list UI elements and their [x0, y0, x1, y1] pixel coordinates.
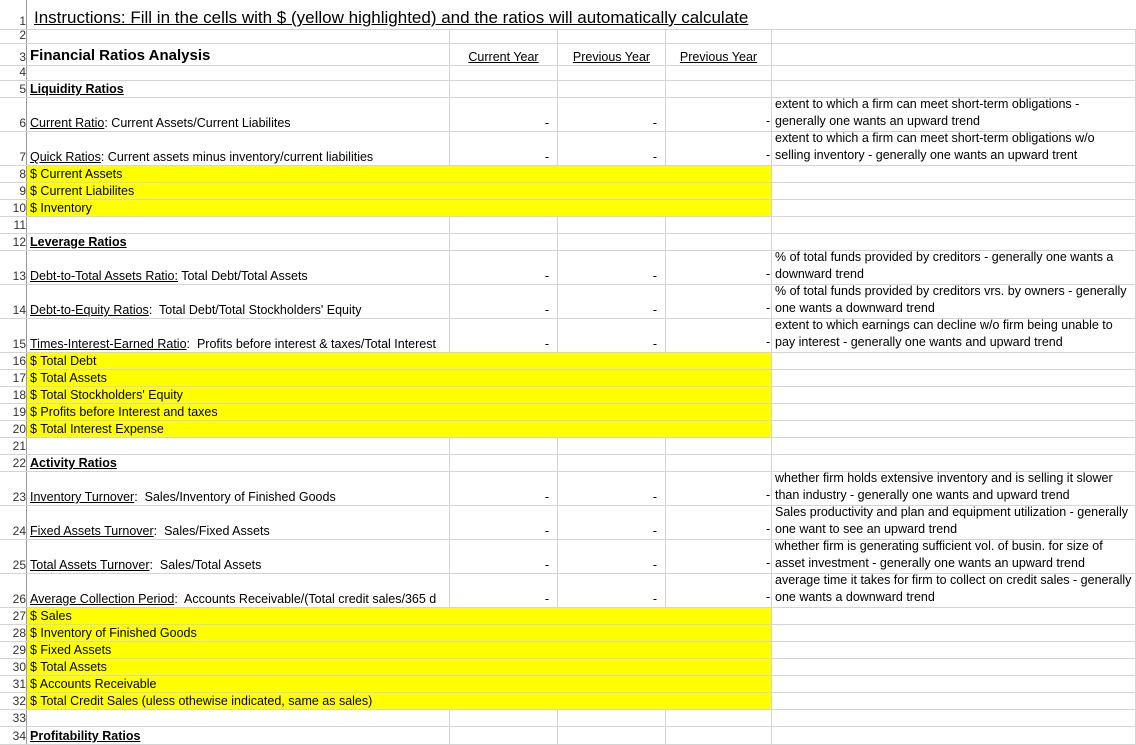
row-number[interactable]: 23: [12, 490, 26, 504]
cell[interactable]: [772, 183, 1136, 199]
cell[interactable]: [772, 81, 1136, 97]
ratio-label-cell[interactable]: [26, 132, 450, 165]
input-label: $ Total Assets: [30, 660, 107, 674]
value-dash: -: [652, 116, 657, 130]
ratio-label-cell[interactable]: [26, 506, 450, 539]
cell[interactable]: [772, 421, 1136, 437]
value-cell[interactable]: [666, 574, 772, 607]
value-dash: -: [544, 558, 549, 572]
sheet-row: [0, 285, 1136, 319]
cell[interactable]: [772, 659, 1136, 675]
ratio-formula: : Total Debt/Total Stockholders' Equity: [148, 303, 362, 317]
note-cell[interactable]: [766, 284, 1136, 318]
cell[interactable]: [450, 438, 558, 454]
sheet-row: [0, 319, 1136, 353]
value-dash: -: [766, 488, 771, 502]
value-dash: -: [544, 524, 549, 538]
value-dash: -: [652, 269, 657, 283]
ratio-note: extent to which earnings can decline w/o firm being unable to pay interest - generally one wants and upward trend: [775, 318, 1113, 349]
sheet-row: [0, 710, 1136, 727]
table-title-cell[interactable]: [26, 44, 450, 65]
cell[interactable]: [772, 166, 1136, 182]
input-label: $ Sales: [30, 609, 72, 623]
cell[interactable]: [558, 30, 666, 43]
row-number[interactable]: 18: [12, 388, 26, 402]
ratio-note: % of total funds provided by creditors vrs. by owners - generally one wants a downward trend: [775, 284, 1127, 315]
ratio-note: % of total funds provided by creditors - generally one wants a downward trend: [775, 250, 1114, 281]
value-dash: -: [544, 269, 549, 283]
value-cell[interactable]: [558, 472, 666, 505]
ratio-name: Debt-to-Total Assets Ratio:: [30, 269, 178, 283]
value-dash: -: [652, 150, 657, 164]
input-label: $ Total Assets: [30, 371, 107, 385]
cell[interactable]: [450, 217, 558, 233]
ratio-name: Quick Ratios: [30, 150, 101, 164]
row-number[interactable]: 22: [12, 456, 26, 470]
ratio-note: whether firm is generating sufficient vol. of busin. for size of asset investment - generally one wants an upward trend: [775, 539, 1103, 570]
cell[interactable]: [772, 727, 1136, 744]
value-cell[interactable]: [450, 132, 558, 165]
input-label: $ Inventory: [30, 201, 92, 215]
ratio-label-cell[interactable]: [26, 251, 450, 284]
cell[interactable]: [772, 693, 1136, 709]
value-cell[interactable]: [666, 319, 772, 352]
cell[interactable]: [666, 81, 772, 97]
cell[interactable]: [26, 438, 450, 454]
ratio-formula: : Sales/Total Assets: [149, 558, 262, 572]
sheet-row: [0, 166, 1136, 183]
value-dash: -: [544, 337, 549, 351]
row-number[interactable]: 25: [12, 558, 26, 572]
row-number[interactable]: 9: [19, 184, 26, 198]
cell[interactable]: [450, 30, 558, 43]
section-header-cell[interactable]: [26, 81, 450, 97]
value-dash: -: [766, 590, 771, 604]
ratio-name: Total Assets Turnover: [30, 558, 150, 572]
sheet-row: [0, 421, 1136, 438]
sheet-row: [0, 608, 1136, 625]
value-dash: -: [766, 267, 771, 281]
row-number[interactable]: 13: [12, 269, 26, 283]
sheet-row: [0, 625, 1136, 642]
row-number[interactable]: 34: [12, 729, 26, 743]
ratio-formula: : Sales/Fixed Assets: [153, 524, 270, 538]
value-dash: -: [766, 301, 771, 315]
input-cell[interactable]: [26, 183, 772, 199]
cell[interactable]: [450, 81, 558, 97]
section-header-cell[interactable]: [26, 455, 450, 471]
ratio-formula: : Profits before interest & taxes/Total Interest: [186, 337, 436, 351]
ratio-note: average time it takes for firm to collect on credit sales - generally one wants a downward trend: [775, 573, 1132, 604]
cell[interactable]: [26, 66, 450, 80]
column-header-label: Previous Year: [572, 50, 651, 64]
row-number[interactable]: 33: [12, 711, 26, 725]
input-cell[interactable]: [26, 353, 772, 369]
note-cell[interactable]: [766, 505, 1136, 539]
sheet-row: [0, 438, 1136, 455]
sheet-row: [0, 472, 1136, 506]
ratio-label-cell[interactable]: [26, 98, 450, 131]
row-number[interactable]: 20: [12, 422, 26, 436]
row-number[interactable]: 31: [12, 677, 26, 691]
input-label: $ Total Interest Expense: [30, 422, 164, 436]
input-cell[interactable]: [26, 166, 772, 182]
cell[interactable]: [772, 710, 1136, 726]
ratio-formula: : Accounts Receivable/(Total credit sales/365 d: [174, 592, 437, 606]
value-dash: -: [652, 303, 657, 317]
input-label: $ Current Assets: [30, 167, 123, 181]
sheet-row: [0, 217, 1136, 234]
cell[interactable]: [26, 217, 450, 233]
row-number[interactable]: 29: [12, 643, 26, 657]
input-cell[interactable]: [26, 370, 772, 386]
ratio-name: Times-Interest-Earned Ratio: [30, 337, 187, 351]
ratio-label-cell[interactable]: [26, 285, 450, 318]
value-cell[interactable]: [558, 506, 666, 539]
row-number[interactable]: 5: [19, 82, 26, 96]
cell[interactable]: [666, 66, 772, 80]
cell[interactable]: [772, 200, 1136, 216]
column-header-current-year[interactable]: [450, 44, 558, 65]
value-cell[interactable]: [666, 251, 772, 284]
input-cell[interactable]: [26, 625, 772, 641]
value-cell[interactable]: [666, 506, 772, 539]
row-number[interactable]: 8: [19, 167, 26, 181]
ratio-name: Inventory Turnover: [30, 490, 135, 504]
sheet-row: [0, 676, 1136, 693]
cell[interactable]: [772, 608, 1136, 624]
value-cell[interactable]: [450, 98, 558, 131]
ratio-label-cell[interactable]: [26, 319, 450, 352]
sheet-row: [0, 132, 1136, 166]
row-number[interactable]: 24: [12, 524, 26, 538]
cell[interactable]: [772, 66, 1136, 80]
ratio-name: Fixed Assets Turnover: [30, 524, 154, 538]
column-header-previous-year-2[interactable]: [666, 44, 772, 65]
sheet-row: [0, 659, 1136, 676]
row-number[interactable]: 21: [12, 439, 26, 453]
cell[interactable]: [558, 710, 666, 726]
note-cell[interactable]: [766, 97, 1136, 131]
cell[interactable]: [772, 455, 1136, 471]
ratio-note: extent to which a firm can meet short-term obligations - generally one wants an upward trend: [775, 97, 1080, 128]
input-cell[interactable]: [26, 404, 772, 420]
value-dash: -: [652, 524, 657, 538]
sheet-row: [0, 506, 1136, 540]
ratio-name: Current Ratio: [30, 116, 105, 130]
cell[interactable]: [450, 66, 558, 80]
row-number[interactable]: 10: [12, 201, 26, 215]
ratio-note: extent to which a firm can meet short-term obligations w/o selling inventory - generally one wants an upward trent: [775, 131, 1095, 162]
note-cell[interactable]: [766, 131, 1136, 165]
cell[interactable]: [772, 370, 1136, 386]
sheet-row: [0, 574, 1136, 608]
value-cell[interactable]: [666, 132, 772, 165]
row-number[interactable]: 14: [12, 303, 26, 317]
cell[interactable]: [450, 727, 558, 744]
input-label: $ Accounts Receivable: [30, 677, 157, 691]
cell[interactable]: [772, 438, 1136, 454]
row-number[interactable]: 4: [19, 65, 26, 79]
ratio-formula: : Current Assets/Current Liabilites: [104, 116, 291, 130]
value-dash: -: [766, 335, 771, 349]
input-label: $ Fixed Assets: [30, 643, 112, 657]
input-label: $ Inventory of Finished Goods: [30, 626, 197, 640]
value-dash: -: [652, 558, 657, 572]
cell[interactable]: [772, 642, 1136, 658]
ratio-note: Sales productivity and plan and equipment utilization - generally one want to see an upward trend: [775, 505, 1128, 536]
row-number[interactable]: 3: [19, 50, 26, 64]
value-dash: -: [766, 522, 771, 536]
sheet-row: [0, 0, 1136, 30]
value-dash: -: [766, 148, 771, 162]
ratio-formula: Total Debt/Total Assets: [177, 269, 308, 283]
row-number[interactable]: 16: [12, 354, 26, 368]
value-cell[interactable]: [450, 574, 558, 607]
column-header-label: Previous Year: [679, 50, 758, 64]
ratio-name: Debt-to-Equity Ratios: [30, 303, 149, 317]
value-cell[interactable]: [558, 251, 666, 284]
input-cell[interactable]: [26, 608, 772, 624]
value-cell[interactable]: [558, 132, 666, 165]
cell[interactable]: [558, 727, 666, 744]
column-header-previous-year[interactable]: [558, 44, 666, 65]
sheet-row: [0, 98, 1136, 132]
ratio-name: Average Collection Period: [30, 592, 175, 606]
sheet-row: [0, 353, 1136, 370]
cell[interactable]: [772, 676, 1136, 692]
cell[interactable]: [772, 404, 1136, 420]
sheet-row: [0, 183, 1136, 200]
input-label: $ Total Credit Sales (uless othewise indicated, same as sales): [30, 694, 373, 708]
cell[interactable]: [772, 625, 1136, 641]
instructions-text: Instructions: Fill in the cells with $ (yellow highlighted) and the ratios will automatically calculate: [34, 8, 749, 27]
row-number[interactable]: 27: [12, 609, 26, 623]
input-cell[interactable]: [26, 387, 772, 403]
sheet-row: [0, 693, 1136, 710]
value-cell[interactable]: [450, 472, 558, 505]
row-number[interactable]: 32: [12, 694, 26, 708]
value-dash: -: [652, 490, 657, 504]
cell[interactable]: [666, 217, 772, 233]
input-cell[interactable]: [26, 200, 772, 216]
ratio-formula: : Sales/Inventory of Finished Goods: [134, 490, 336, 504]
value-cell[interactable]: [450, 506, 558, 539]
row-number[interactable]: 15: [12, 337, 26, 351]
ratio-label-cell[interactable]: [26, 472, 450, 505]
cell[interactable]: [26, 30, 450, 43]
sheet-row: [0, 251, 1136, 285]
input-cell[interactable]: [26, 642, 772, 658]
sheet-row: [0, 404, 1136, 421]
input-label: $ Profits before Interest and taxes: [30, 405, 218, 419]
instructions-cell[interactable]: [26, 0, 1136, 29]
value-dash: -: [544, 592, 549, 606]
value-cell[interactable]: [558, 98, 666, 131]
ratio-label-cell[interactable]: [26, 574, 450, 607]
cell[interactable]: [666, 727, 772, 744]
value-cell[interactable]: [450, 251, 558, 284]
value-dash: -: [544, 150, 549, 164]
sheet-row: [0, 200, 1136, 217]
cell[interactable]: [558, 66, 666, 80]
value-cell[interactable]: [558, 319, 666, 352]
value-cell[interactable]: [666, 98, 772, 131]
value-dash: -: [766, 114, 771, 128]
cell[interactable]: [450, 710, 558, 726]
value-cell[interactable]: [558, 540, 666, 573]
row-number[interactable]: 26: [12, 592, 26, 606]
value-dash: -: [544, 490, 549, 504]
row-number[interactable]: 17: [12, 371, 26, 385]
cell[interactable]: [772, 30, 1136, 43]
cell[interactable]: [558, 438, 666, 454]
cell[interactable]: [558, 455, 666, 471]
section-activity: Activity Ratios: [30, 456, 117, 470]
cell[interactable]: [666, 710, 772, 726]
input-cell[interactable]: [26, 659, 772, 675]
input-label: $ Current Liabilites: [30, 184, 135, 198]
sheet-row: [0, 387, 1136, 404]
value-dash: -: [544, 303, 549, 317]
value-dash: -: [544, 116, 549, 130]
cell[interactable]: [772, 234, 1136, 250]
row-number[interactable]: 12: [12, 235, 26, 249]
cell[interactable]: [772, 44, 1136, 65]
value-cell[interactable]: [558, 574, 666, 607]
input-cell[interactable]: [26, 421, 772, 437]
note-cell[interactable]: [766, 250, 1136, 284]
column-header-label: Current Year: [468, 50, 539, 64]
input-label: $ Total Debt: [30, 354, 97, 368]
value-cell[interactable]: [666, 472, 772, 505]
cell[interactable]: [772, 387, 1136, 403]
table-title: Financial Ratios Analysis: [30, 47, 211, 64]
input-cell[interactable]: [26, 676, 772, 692]
cell[interactable]: [450, 455, 558, 471]
ratio-formula: : Current assets minus inventory/current liabilities: [100, 150, 374, 164]
sheet-row: [0, 540, 1136, 574]
row-number[interactable]: 11: [13, 218, 26, 232]
ratio-note: whether firm holds extensive inventory and is selling it slower than industry - generally one wants and upward trend: [775, 471, 1113, 502]
note-cell[interactable]: [766, 471, 1136, 505]
value-cell[interactable]: [558, 285, 666, 318]
section-profitability: Profitability Ratios: [30, 729, 141, 743]
note-cell[interactable]: [766, 539, 1136, 573]
row-number[interactable]: 19: [12, 405, 26, 419]
value-cell[interactable]: [666, 540, 772, 573]
cell[interactable]: [666, 234, 772, 250]
sheet-row: [0, 66, 1136, 81]
cell[interactable]: [558, 234, 666, 250]
row-number[interactable]: 1: [19, 14, 26, 28]
value-cell[interactable]: [450, 319, 558, 352]
value-cell[interactable]: [450, 540, 558, 573]
value-cell[interactable]: [450, 285, 558, 318]
cell[interactable]: [772, 353, 1136, 369]
ratio-label-cell[interactable]: [26, 540, 450, 573]
input-cell[interactable]: [26, 693, 772, 709]
section-header-cell[interactable]: [26, 234, 450, 250]
row-number[interactable]: 2: [19, 28, 26, 42]
sheet-row: [0, 30, 1136, 44]
note-cell[interactable]: [766, 318, 1136, 352]
cell[interactable]: [558, 217, 666, 233]
cell[interactable]: [558, 81, 666, 97]
cell[interactable]: [772, 217, 1136, 233]
row-number[interactable]: 28: [12, 626, 26, 640]
row-number[interactable]: 6: [19, 116, 26, 130]
cell[interactable]: [666, 455, 772, 471]
sheet-row: [0, 727, 1136, 745]
sheet-row: [0, 44, 1136, 66]
value-dash: -: [652, 592, 657, 606]
sheet-row: [0, 370, 1136, 387]
cell[interactable]: [26, 710, 450, 726]
cell[interactable]: [666, 30, 772, 43]
input-label: $ Total Stockholders' Equity: [30, 388, 183, 402]
row-number[interactable]: 7: [19, 150, 26, 164]
value-cell[interactable]: [666, 285, 772, 318]
value-dash: -: [652, 337, 657, 351]
section-liquidity: Liquidity Ratios: [30, 82, 124, 96]
cell[interactable]: [666, 438, 772, 454]
row-number[interactable]: 30: [12, 660, 26, 674]
section-leverage: Leverage Ratios: [30, 235, 127, 249]
sheet-row: [0, 642, 1136, 659]
note-cell[interactable]: [766, 573, 1136, 607]
value-dash: -: [766, 556, 771, 570]
cell[interactable]: [450, 234, 558, 250]
section-header-cell[interactable]: [26, 727, 450, 744]
